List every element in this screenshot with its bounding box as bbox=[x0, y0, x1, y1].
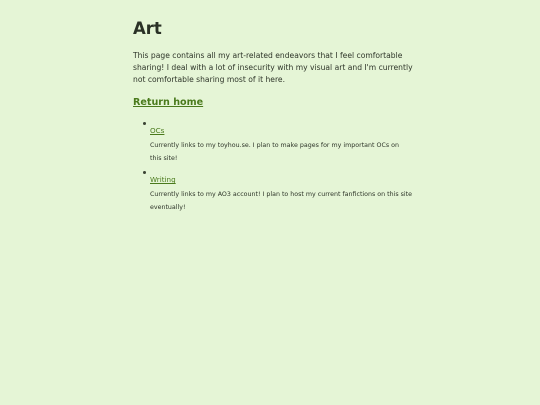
ocs-link[interactable]: OCs bbox=[150, 126, 165, 135]
return-home-link[interactable]: Return home bbox=[133, 97, 204, 108]
list-item-writing bbox=[133, 167, 413, 214]
page-intro: This page contains all my art-related endeavors that I feel comfortable sharing! I deal with a lot of insecurity with my visual art and I'm currently not comfortable sharing most of it here. bbox=[133, 51, 413, 84]
list-item-ocs bbox=[133, 118, 413, 165]
page-content bbox=[133, 18, 413, 216]
art-list bbox=[133, 118, 413, 214]
ocs-description: Currently links to my toyhou.se. I plan to make pages for my important OCs on this site! bbox=[150, 142, 399, 162]
bullet-icon bbox=[143, 171, 146, 174]
bullet-icon bbox=[143, 122, 146, 125]
page-title: Art bbox=[133, 19, 162, 38]
writing-link[interactable]: Writing bbox=[150, 175, 176, 184]
writing-description: Currently links to my AO3 account! I plan to host my current fanfictions on this site eventually! bbox=[150, 191, 413, 211]
